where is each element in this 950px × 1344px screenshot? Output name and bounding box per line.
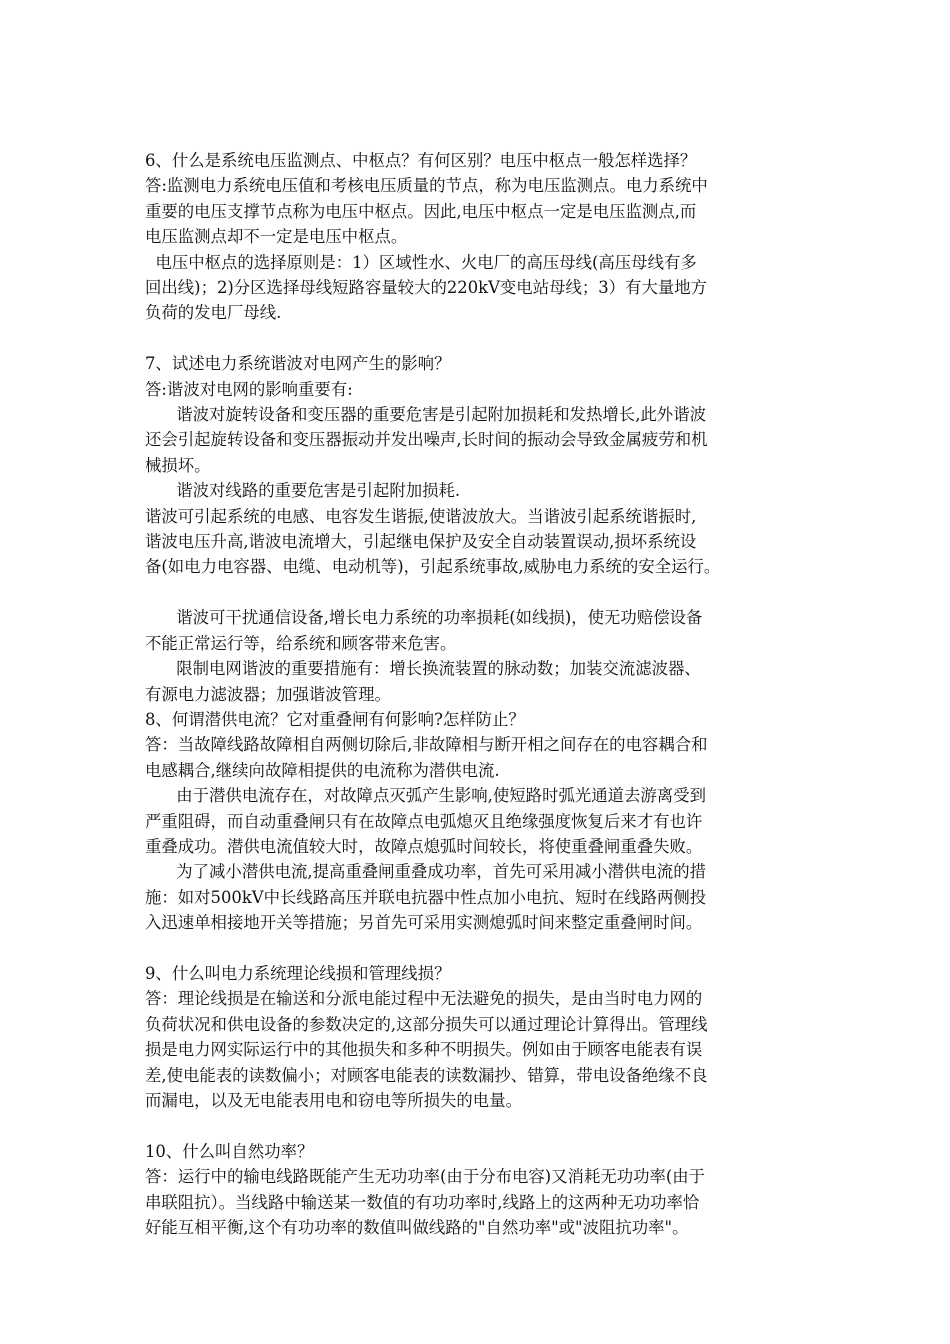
text-line: 限制电网谐波的重要措施有：增长换流装置的脉动数；加装交流滤波器、 bbox=[145, 659, 701, 679]
question-7-title: 7、试述电力系统谐波对电网产生的影响？ bbox=[145, 354, 451, 374]
text-line: 为了减小潜供电流,提高重叠闸重叠成功率，首先可采用减小潜供电流的措 bbox=[145, 862, 706, 882]
text-line: 谐波对线路的重要危害是引起附加损耗. bbox=[145, 481, 461, 501]
text-line: 差,使电能表的读数偏小；对顾客电能表的读数漏抄、错算，带电设备绝缘不良 bbox=[145, 1065, 708, 1085]
text-line: 严重阻碍，而自动重叠闸只有在故障点电弧熄灭且绝缘强度恢复后来才有也许 bbox=[145, 811, 703, 831]
text-line: 谐波对旋转设备和变压器的重要危害是引起附加损耗和发热增长,此外谐波 bbox=[145, 405, 706, 425]
text-line: 负荷的发电厂母线. bbox=[145, 303, 282, 323]
text-line: 串联阻抗）。当线路中输送某一数值的有功功率时,线路上的这两种无功功率恰 bbox=[145, 1192, 700, 1212]
text-line: 而漏电，以及无电能表用电和窃电等所损失的电量。 bbox=[145, 1090, 522, 1110]
text-line: 谐波电压升高,谐波电流增大，引起继电保护及安全自动装置误动,损坏系统设 bbox=[145, 532, 697, 552]
text-line: 械损坏。 bbox=[145, 455, 211, 475]
text-line: 还会引起旋转设备和变压器振动并发出噪声,长时间的振动会导致金属疲劳和机 bbox=[145, 430, 708, 450]
text-line: 重叠成功。潜供电流值较大时，故障点熄弧时间较长，将使重叠闸重叠失败。 bbox=[145, 836, 703, 856]
text-line: 重要的电压支撑节点称为电压中枢点。因此,电压中枢点一定是电压监测点,而 bbox=[145, 201, 697, 221]
text-line: 答:监测电力系统电压值和考核电压质量的节点，称为电压监测点。电力系统中 bbox=[145, 176, 708, 196]
question-6-title: 6、什么是系统电压监测点、中枢点？有何区别？电压中枢点一般怎样选择？ bbox=[145, 151, 697, 170]
text-line: 答：运行中的输电线路既能产生无功功率(由于分布电容)又消耗无功功率(由于 bbox=[145, 1167, 706, 1187]
question-8-title: 8、何谓潜供电流？它对重叠闸有何影响?怎样防止？ bbox=[145, 709, 525, 729]
text-line: 回出线)；2)分区选择母线短路容量较大的220kV变电站母线；3）有大量地方 bbox=[145, 278, 708, 298]
text-line: 谐波可引起系统的电感、电容发生谐振,使谐波放大。当谐波引起系统谐振时, bbox=[145, 506, 697, 526]
question-9-title: 9、什么叫电力系统理论线损和管理线损？ bbox=[145, 963, 451, 983]
text-line: 入迅速单相接地开关等措施；另首先可采用实测熄弧时间来整定重叠闸时间。 bbox=[145, 913, 703, 933]
text-line: 答:谐波对电网的影响重要有: bbox=[145, 379, 353, 399]
text-line: 损是电力网实际运行中的其他损失和多种不明损失。例如由于顾客电能表有误 bbox=[145, 1040, 703, 1060]
document-body bbox=[145, 148, 825, 1240]
text-line: 电压中枢点的选择原则是：1）区域性水、火电厂的高压母线(高压母线有多 bbox=[145, 252, 697, 272]
text-line: 备(如电力电容器、电缆、电动机等)，引起系统事故,威胁电力系统的安全运行。 bbox=[145, 557, 721, 577]
text-line: 负荷状况和供电设备的参数决定的,这部分损失可以通过理论计算得出。管理线 bbox=[145, 1014, 708, 1034]
text-line: 电压监测点却不一定是电压中枢点。 bbox=[145, 227, 408, 247]
text-line: 由于潜供电流存在，对故障点灭弧产生影响,使短路时弧光通道去游离受到 bbox=[145, 786, 706, 806]
paragraph-gap bbox=[145, 326, 825, 351]
text-line: 谐波可干扰通信设备,增长电力系统的功率损耗(如线损)，使无功赔偿设备 bbox=[145, 608, 703, 628]
text-line: 答：理论线损是在输送和分派电能过程中无法避免的损失，是由当时电力网的 bbox=[145, 989, 703, 1009]
question-10-title: 10、什么叫自然功率？ bbox=[145, 1141, 314, 1161]
paragraph-gap bbox=[145, 1113, 825, 1138]
text-line: 施：如对500kV中长线路高压并联电抗器中性点加小电抗、短时在线路两侧投 bbox=[145, 887, 707, 907]
text-line: 电感耦合,继续向故障相提供的电流称为潜供电流. bbox=[145, 760, 500, 780]
text-line: 答：当故障线路故障相自两侧切除后,非故障相与断开相之间存在的电容耦合和 bbox=[145, 735, 708, 755]
text-line: 有源电力滤波器；加强谐波管理。 bbox=[145, 684, 391, 704]
paragraph-gap bbox=[145, 936, 825, 961]
text-line: 不能正常运行等，给系统和顾客带来危害。 bbox=[145, 633, 457, 653]
text-line: 好能互相平衡,这个有功功率的数值叫做线路的"自然功率"或"波阻抗功率"。 bbox=[145, 1218, 689, 1237]
paragraph-gap bbox=[145, 580, 825, 605]
